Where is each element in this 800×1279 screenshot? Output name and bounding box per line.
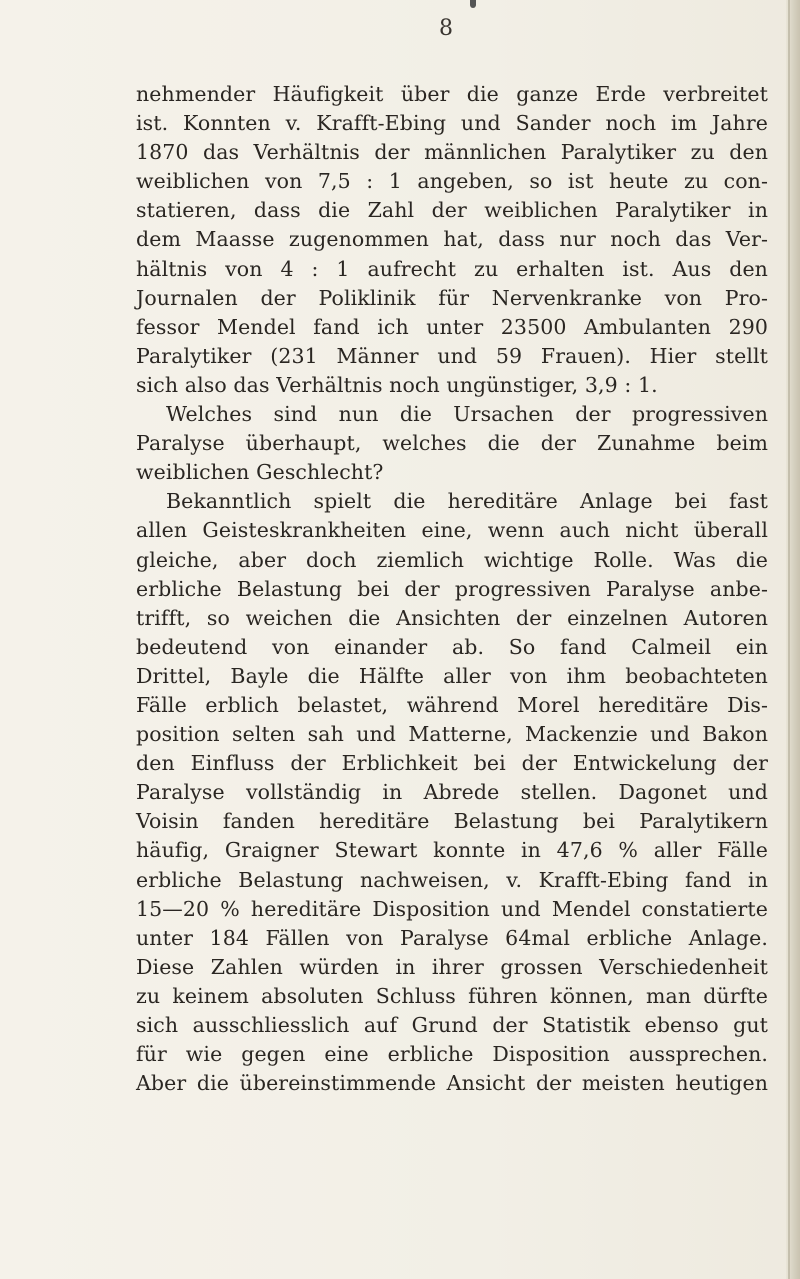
text-line: Aber die übereinstimmende Ansicht der meisten heutigen <box>136 1071 768 1096</box>
text-line: sich also das Verhältnis noch ungünstiger, 3,9 : 1. <box>136 372 658 397</box>
text-line: statieren, dass die Zahl der weiblichen Paralytiker in <box>136 198 768 223</box>
text-line: gleiche, aber doch ziemlich wichtige Rolle. Was die <box>136 547 768 572</box>
text-line: 1870 das Verhältnis der männlichen Paralytiker zu den <box>136 140 768 165</box>
text-line: häufig, Graigner Stewart konnte in 47,6 % aller Fälle <box>136 838 768 863</box>
text-line: dem Maasse zugenommen hat, dass nur noch das Ver- <box>136 227 768 252</box>
body-text <box>136 80 768 1098</box>
page-number: 8 <box>439 16 453 41</box>
text-line: erbliche Belastung nachweisen, v. Krafft-Ebing fand in <box>136 867 768 892</box>
text-line: Voisin fanden hereditäre Belastung bei Paralytikern <box>136 809 768 834</box>
text-line: Drittel, Bayle die Hälfte aller von ihm beobachteten <box>136 663 768 688</box>
text-line: allen Geisteskrankheiten eine, wenn auch nicht überall <box>136 518 768 543</box>
text-line: Diese Zahlen würden in ihrer grossen Verschiedenheit <box>136 954 768 979</box>
text-line: Welches sind nun die Ursachen der progressiven <box>166 402 768 427</box>
text-line: 15—20 % hereditäre Disposition und Mendel constatierte <box>136 896 768 921</box>
text-line: für wie gegen eine erbliche Disposition aussprechen. <box>136 1042 768 1067</box>
ink-mark <box>470 0 476 8</box>
text-line: Journalen der Poliklinik für Nervenkranke von Pro- <box>136 285 768 310</box>
text-line: weiblichen von 7,5 : 1 angeben, so ist heute zu con- <box>136 169 768 194</box>
text-line: sich ausschliesslich auf Grund der Statistik ebenso gut <box>136 1013 768 1037</box>
text-line: weiblichen Geschlecht? <box>136 460 384 485</box>
text-line: unter 184 Fällen von Paralyse 64mal erbliche Anlage. <box>136 925 768 950</box>
text-line: Paralyse vollständig in Abrede stellen. Dagonet und <box>136 780 768 805</box>
text-line: ist. Konnten v. Krafft-Ebing und Sander noch im Jahre <box>136 111 768 136</box>
text-line: Fälle erblich belastet, während Morel hereditäre Dis- <box>136 692 768 717</box>
text-line: Paralyse überhaupt, welches die der Zunahme beim <box>136 431 768 456</box>
text-line: Bekanntlich spielt die hereditäre Anlage bei fast <box>166 489 768 514</box>
text-line: position selten sah und Matterne, Mackenzie und Bakon <box>136 722 768 747</box>
text-line: Paralytiker (231 Männer und 59 Frauen). Hier stellt <box>136 343 768 368</box>
text-line: zu keinem absoluten Schluss führen können, man dürfte <box>136 983 768 1008</box>
text-line: bedeutend von einander ab. So fand Calmeil ein <box>136 634 768 659</box>
page-edge-line <box>788 0 790 1279</box>
text-line: hältnis von 4 : 1 aufrecht zu erhalten ist. Aus den <box>136 256 768 281</box>
text-line: erbliche Belastung bei der progressiven Paralyse anbe- <box>136 576 768 601</box>
text-line: nehmender Häufigkeit über die ganze Erde verbreitet <box>136 82 768 106</box>
text-line: fessor Mendel fand ich unter 23500 Ambulanten 290 <box>136 314 768 339</box>
text-line: den Einfluss der Erblichkeit bei der Entwickelung der <box>136 751 768 776</box>
text-line: trifft, so weichen die Ansichten der einzelnen Autoren <box>136 605 768 630</box>
